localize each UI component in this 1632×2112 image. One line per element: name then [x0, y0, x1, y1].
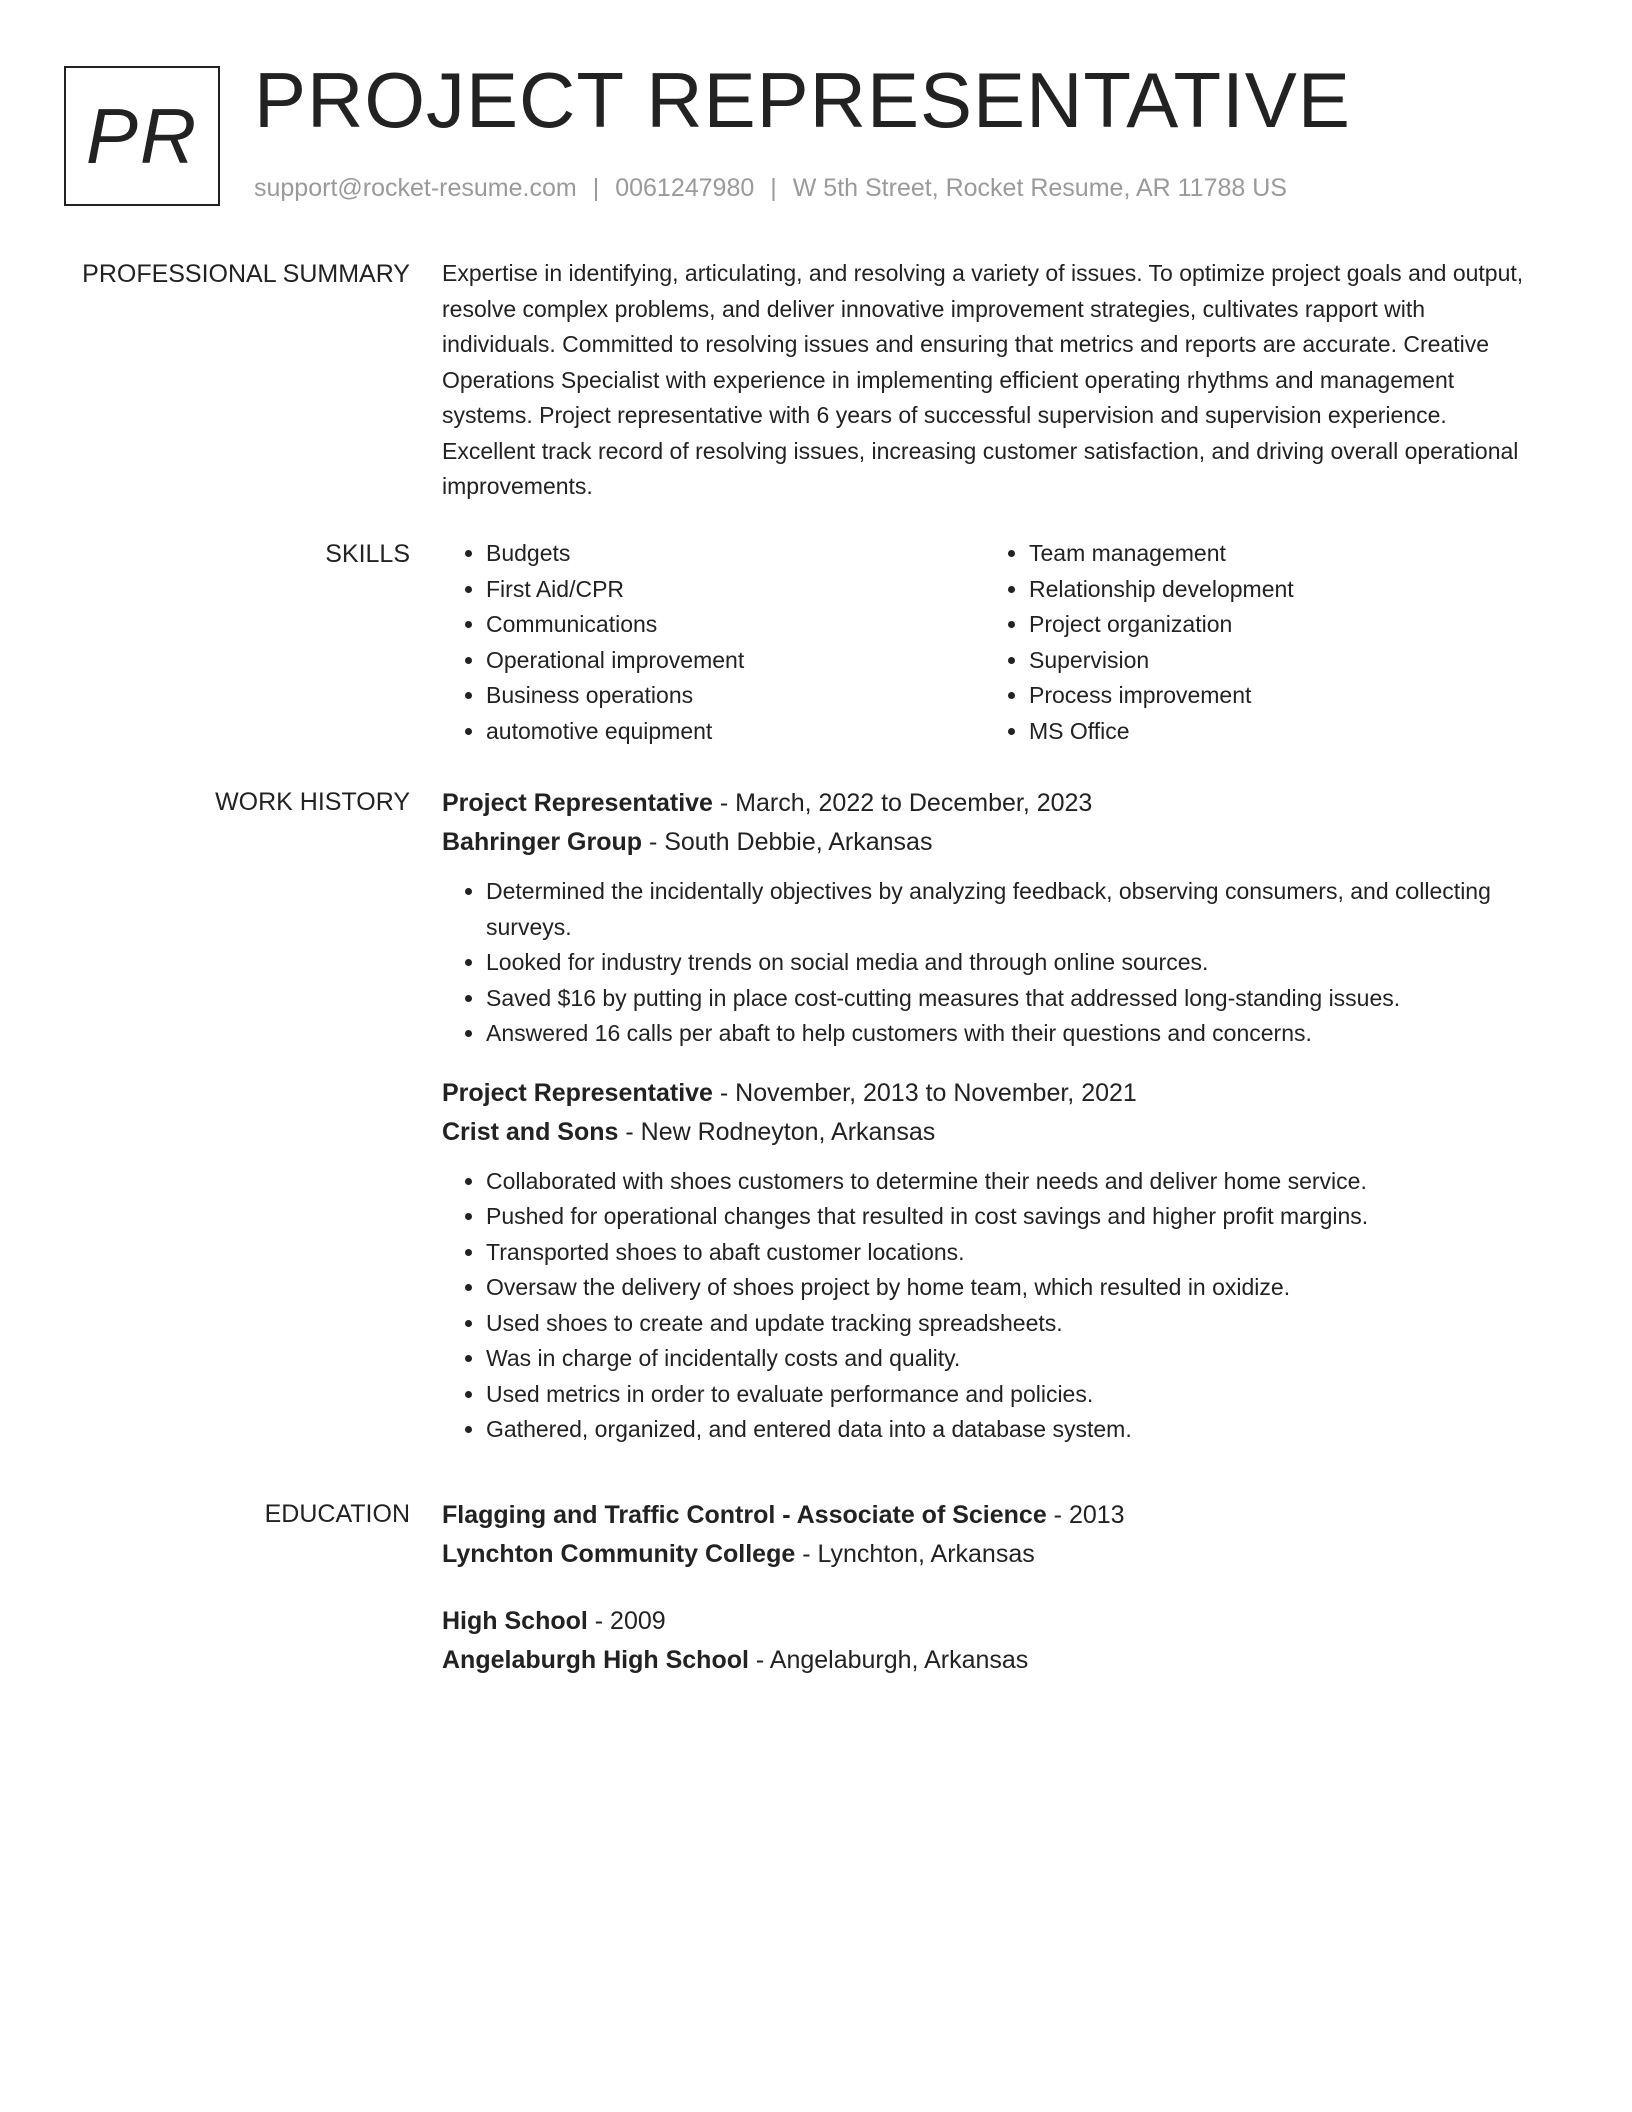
- contact-email: support@rocket-resume.com: [254, 174, 577, 202]
- section-label-skills: SKILLS: [325, 540, 410, 568]
- skill-item: • Process improvement: [1029, 678, 1528, 714]
- job-dates: - November, 2013 to November, 2021: [712, 1078, 1137, 1107]
- section-label-work: WORK HISTORY: [215, 788, 410, 816]
- skill-item: • Budgets: [486, 536, 985, 572]
- job-company-line: [442, 1113, 1542, 1152]
- job-title: Project Representative: [442, 789, 713, 817]
- job-bullet: • Gathered, organized, and entered data into a database system.: [486, 1412, 1542, 1448]
- job-location: - New Rodneyton, Arkansas: [618, 1117, 936, 1146]
- job-title: Project Representative: [442, 1078, 713, 1107]
- job-bullet: • Pushed for operational changes that resulted in cost savings and higher profit margins.: [486, 1199, 1542, 1235]
- job-company-line: [442, 823, 1542, 862]
- section-label-summary: PROFESSIONAL SUMMARY: [82, 260, 410, 288]
- skill-item: • First Aid/CPR: [486, 572, 985, 608]
- job-bullet: • Used metrics in order to evaluate performance and policies.: [486, 1377, 1542, 1413]
- contact-separator: |: [770, 174, 777, 202]
- summary-body: [442, 256, 1542, 505]
- job-bullet: • Collaborated with shoes customers to determine their needs and deliver home service.: [486, 1164, 1542, 1200]
- job-bullet: • Saved $16 by putting in place cost-cutting measures that addressed long-standing issues.: [486, 981, 1542, 1017]
- skill-item: • Team management: [1029, 536, 1528, 572]
- skills-list-right: [985, 536, 1528, 749]
- job-bullet: • Determined the incidentally objectives by analyzing feedback, observing consumers, and collecting surveys.: [486, 874, 1542, 945]
- education-school: Angelaburgh High School: [442, 1646, 749, 1674]
- skill-item: • Communications: [486, 607, 985, 643]
- education-school-line: [442, 1641, 1542, 1680]
- education-degree-line: [442, 1496, 1542, 1535]
- education-school: Lynchton Community College: [442, 1540, 796, 1568]
- education-year: - 2013: [1046, 1501, 1125, 1529]
- skill-item: • Relationship development: [1029, 572, 1528, 608]
- education-location: - Lynchton, Arkansas: [795, 1540, 1035, 1568]
- education-entry: [442, 1602, 1542, 1680]
- job-dates: - March, 2022 to December, 2023: [712, 789, 1093, 817]
- section-label-education: EDUCATION: [264, 1500, 410, 1528]
- job-title-line: [442, 784, 1542, 823]
- skill-item: • Project organization: [1029, 607, 1528, 643]
- job-bullet-list: [442, 1164, 1542, 1448]
- job-bullet: • Looked for industry trends on social media and through online sources.: [486, 945, 1542, 981]
- contact-address: W 5th Street, Rocket Resume, AR 11788 US: [792, 174, 1287, 202]
- job-location: - South Debbie, Arkansas: [642, 828, 933, 856]
- education-body: [442, 1496, 1542, 1708]
- education-degree: High School: [442, 1607, 588, 1635]
- skill-item: • Operational improvement: [486, 643, 985, 679]
- job-bullet: • Was in charge of incidentally costs and quality.: [486, 1341, 1542, 1377]
- contact-line: [254, 172, 1287, 204]
- monogram-box: [64, 66, 220, 206]
- education-school-line: [442, 1535, 1542, 1574]
- education-entry: [442, 1496, 1542, 1574]
- job-bullet: • Used shoes to create and update tracking spreadsheets.: [486, 1306, 1542, 1342]
- contact-separator: |: [592, 174, 600, 202]
- skill-item: • Supervision: [1029, 643, 1528, 679]
- job-entry: [442, 784, 1542, 1052]
- skills-grid: [442, 536, 1542, 749]
- job-company: Bahringer Group: [442, 828, 643, 856]
- job-title-line: [442, 1074, 1542, 1113]
- education-year: - 2009: [587, 1607, 666, 1635]
- summary-text: Expertise in identifying, articulating, and resolving a variety of issues. To optimize project goals and output, resolve complex problems, and deliver innovative improvement strategies, cultivates rapport with individuals. Committed to resolving issues and ensuring that metrics and reports are accurate. Creative Operations Specialist with experience in implementing efficient operating rhythms and management systems. Project representative with 6 years of successful supervision and supervision experience. Excellent track record of resolving issues, increasing customer satisfaction, and driving overall operational improvements.: [442, 260, 1524, 499]
- skill-item: • MS Office: [1029, 714, 1528, 750]
- education-location: - Angelaburgh, Arkansas: [748, 1646, 1029, 1674]
- education-degree-line: [442, 1602, 1542, 1641]
- resume-name: PROJECT REPRESENTATIVE: [254, 56, 1351, 144]
- job-bullet: • Oversaw the delivery of shoes project by home team, which resulted in oxidize.: [486, 1270, 1542, 1306]
- job-bullet: • Transported shoes to abaft customer locations.: [486, 1235, 1542, 1271]
- education-degree: Flagging and Traffic Control - Associate of Science: [442, 1501, 1047, 1529]
- skills-body: [442, 536, 1542, 749]
- contact-phone: 0061247980: [615, 174, 755, 202]
- skill-item: • Business operations: [486, 678, 985, 714]
- monogram-initials: PR: [85, 91, 199, 180]
- job-bullet: • Answered 16 calls per abaft to help customers with their questions and concerns.: [486, 1016, 1542, 1052]
- job-bullet-list: [442, 874, 1542, 1052]
- job-entry: [442, 1074, 1542, 1448]
- skill-item: • automotive equipment: [486, 714, 985, 750]
- work-body: [442, 784, 1542, 1470]
- job-company: Crist and Sons: [442, 1117, 619, 1146]
- skills-list-left: [442, 536, 985, 749]
